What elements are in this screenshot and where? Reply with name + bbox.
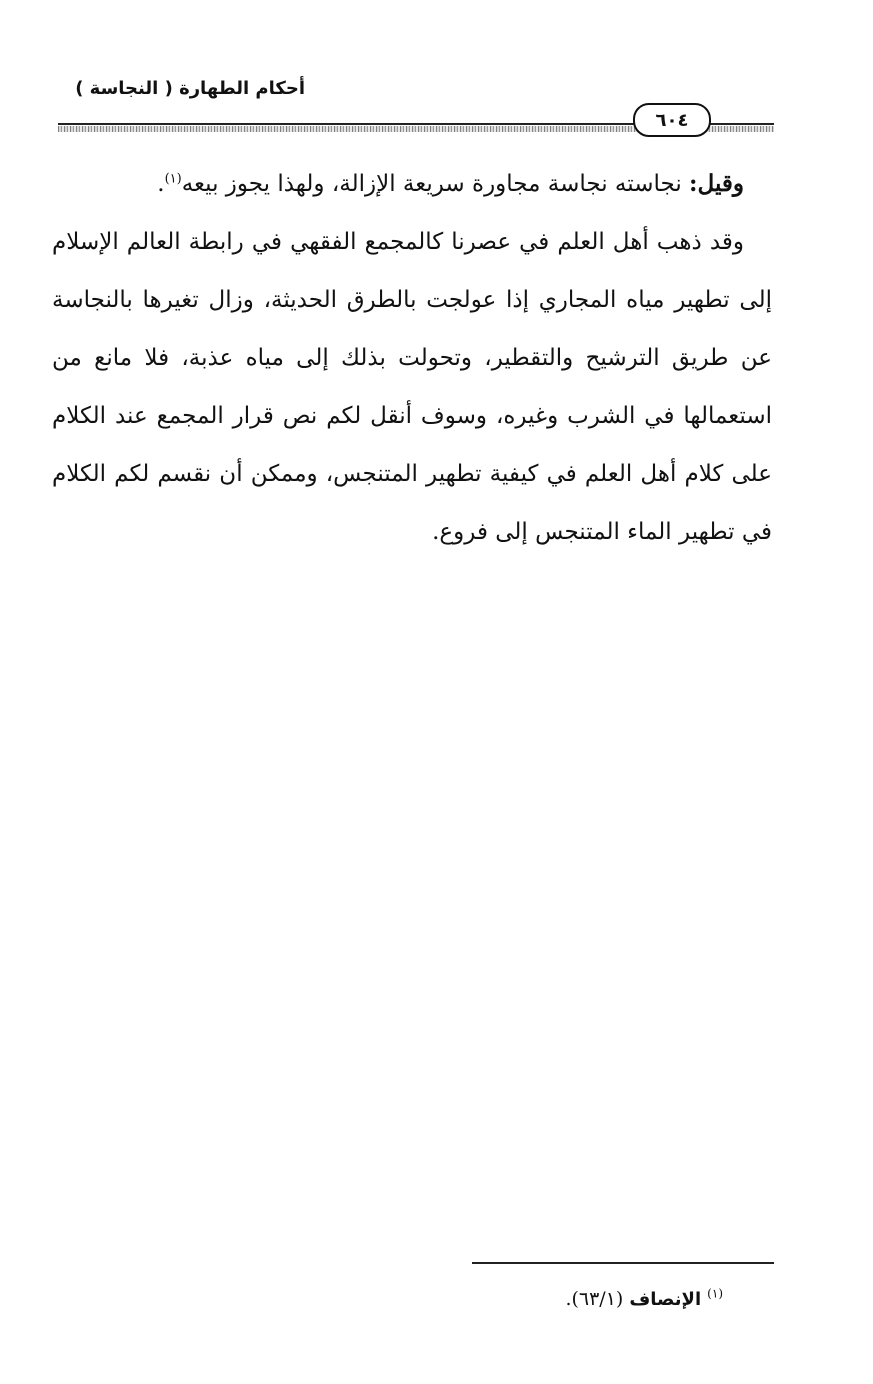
paragraph-1-text: نجاسته نجاسة مجاورة سريعة الإزالة، ولهذا يجوز بيعه [181,171,690,197]
paragraph-2: وقد ذهب أهل العلم في عصرنا كالمجمع الفقهي في رابطة العالم الإسلام إلى تطهير مياه المجاري إذا عولجت بالطرق الحديثة، وزال تغيرها بالنجاسة عن طريق الترشيح والتقطير، وتحولت بذلك إلى مياه عذبة، فلا مانع من استعمالها في الشرب وغيره، وسوف أنقل لكم نص قرار المجمع عند الكلام على كلام أهل العلم في كيفية تطهير المتنجس، وممكن أن نقسم لكم الكلام في تطهير الماء المتنجس إلى فروع. [52,229,772,545]
footnote-source: الإنصاف [629,1289,702,1310]
footnote [565,1288,723,1310]
footnote-reference: (١) [164,171,182,187]
page-number-badge: ٦٠٤ [633,103,711,137]
paragraph-1 [52,155,772,213]
footnote-citation: (٦٣/١). [565,1288,630,1310]
running-header-title: أحكام الطهارة ( النجاسة ) [75,78,305,99]
paragraph-1-lead-word: وقيل: [689,170,744,197]
paragraph-1-end: . [157,171,165,197]
footnote-number: (١) [707,1286,723,1301]
footnote-separator [472,1262,774,1264]
main-text [52,155,772,561]
